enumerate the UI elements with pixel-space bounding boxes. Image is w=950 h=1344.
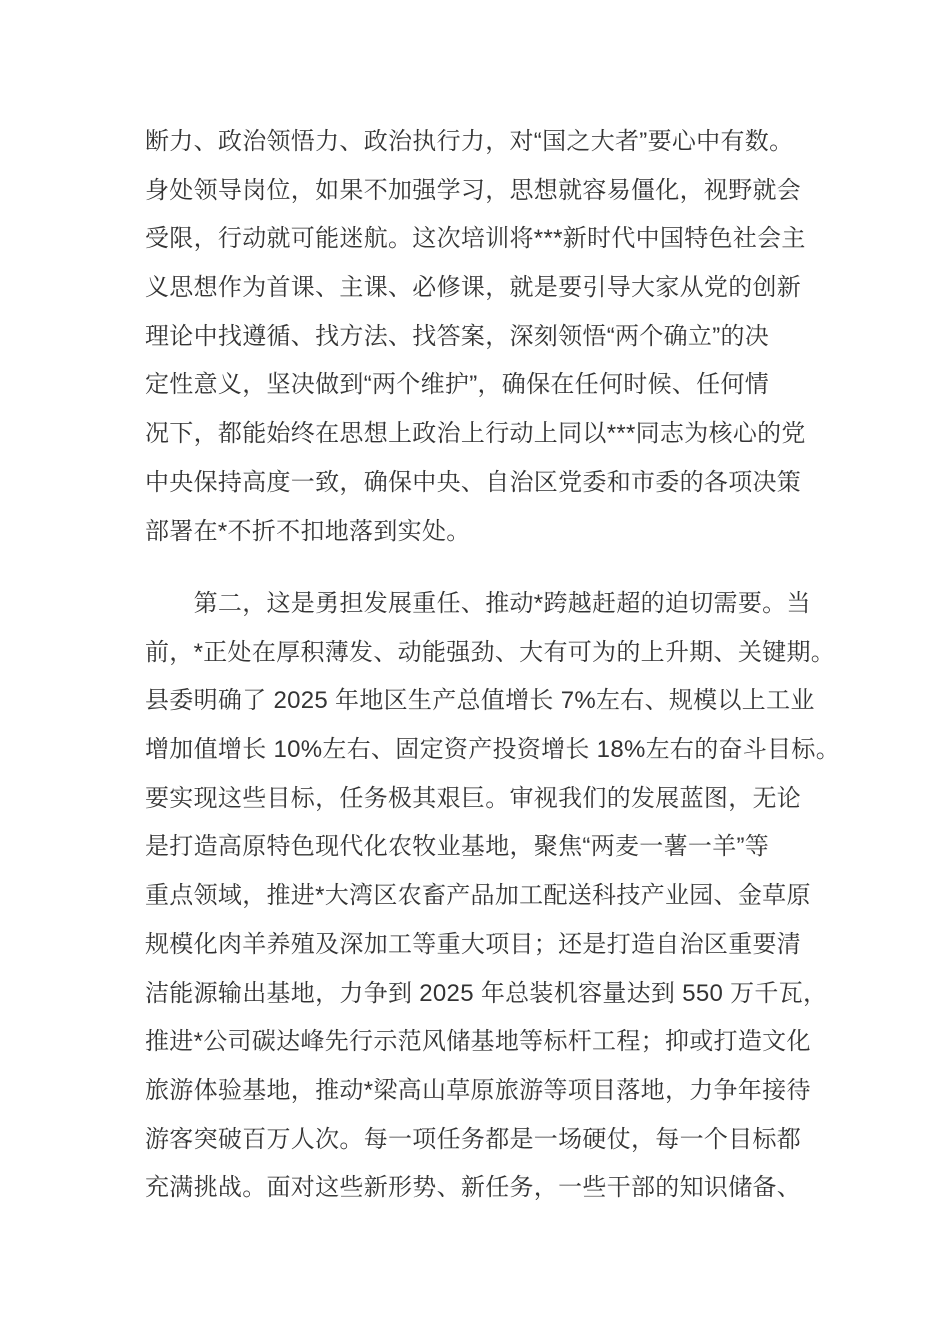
- text-line: 规模化肉羊养殖及深加工等重大项目；还是打造自治区重要清: [145, 930, 802, 958]
- text-line: 况下，都能始终在思想上政治上行动上同以***同志为核心的党: [145, 420, 806, 448]
- text-line: 部署在*不折不扣地落到实处。: [145, 517, 471, 545]
- text-line: 洁能源输出基地，力争到 2025 年总装机容量达到 550 万千瓦，: [145, 979, 828, 1007]
- text-line: 前，*正处在厚积薄发、动能强劲、大有可为的上升期、关键期。: [145, 638, 836, 666]
- text-line: 是打造高原特色现代化农牧业基地，聚焦“两麦一薯一羊”等: [145, 833, 770, 861]
- text-line: 理论中找遵循、找方法、找答案，深刻领悟“两个确立”的决: [145, 322, 770, 350]
- text-line: 要实现这些目标，任务极其艰巨。审视我们的发展蓝图，无论: [145, 784, 802, 812]
- text-line: 定性意义，坚决做到“两个维护”，确保在任何时候、任何情: [145, 371, 770, 399]
- text-line: 中央保持高度一致，确保中央、自治区党委和市委的各项决策: [145, 468, 802, 496]
- text-line: 受限，行动就可能迷航。这次培训将***新时代中国特色社会主: [145, 225, 806, 253]
- text-line: 游客突破百万人次。每一项任务都是一场硬仗，每一个目标都: [145, 1125, 802, 1153]
- text-line: 第二，这是勇担发展重任、推动*跨越赶超的迫切需要。当: [145, 590, 811, 617]
- text-line: 充满挑战。面对这些新形势、新任务，一些干部的知识储备、: [145, 1174, 802, 1202]
- text-line: 增加值增长 10%左右、固定资产投资增长 18%左右的奋斗目标。: [145, 736, 841, 764]
- paragraph-2: [145, 580, 841, 1213]
- text-line: 推进*公司碳达峰先行示范风储基地等标杆工程；抑或打造文化: [145, 1028, 811, 1056]
- paragraph-1: [145, 118, 825, 556]
- text-line: 重点领域，推进*大湾区农畜产品加工配送科技产业园、金草原: [145, 882, 811, 910]
- text-line: 旅游体验基地，推动*梁高山草原旅游等项目落地，力争年接待: [145, 1076, 811, 1104]
- text-line: 身处领导岗位，如果不加强学习，思想就容易僵化，视野就会: [145, 176, 802, 204]
- text-line: 义思想作为首课、主课、必修课，就是要引导大家从党的创新: [145, 274, 802, 302]
- text-line: 断力、政治领悟力、政治执行力，对“国之大者”要心中有数。: [145, 128, 794, 155]
- text-line: 县委明确了 2025 年地区生产总值增长 7%左右、规模以上工业: [145, 687, 815, 715]
